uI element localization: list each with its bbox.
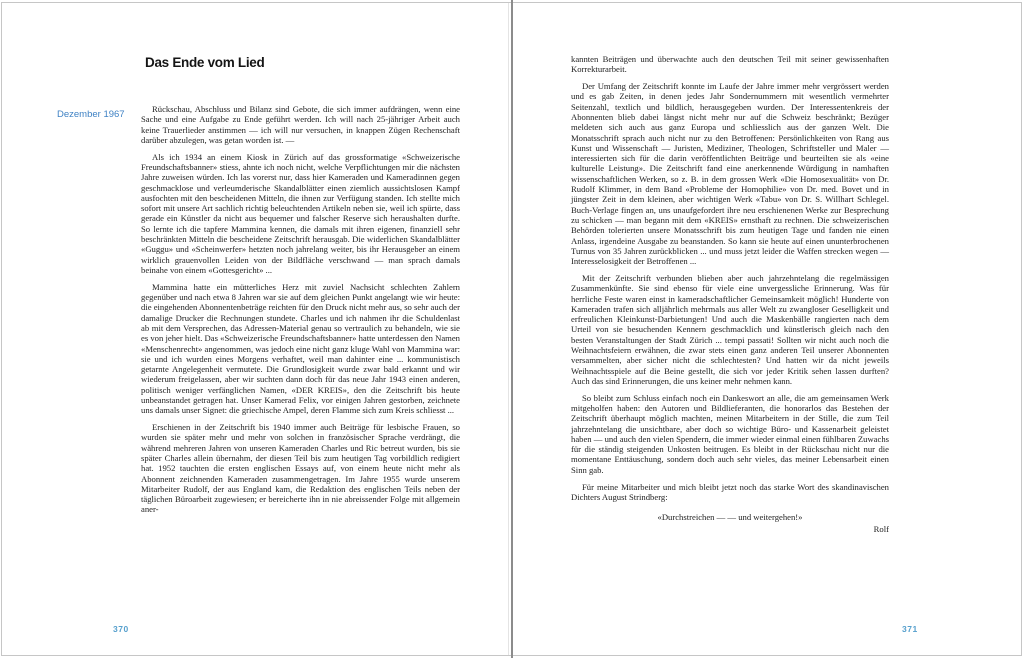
right-text-column — [571, 54, 889, 535]
issue-date: Dezember 1967 — [57, 109, 125, 120]
paragraph: Mit der Zeitschrift verbunden blieben aber auch jahrzehntelang die regelmässigen Zusammenkünfte. Sie sind ebenso für viele eine unvergessliche Erinnerung. Was für herrliche Feste waren einst in kameradschaftlicher Gemeinsamkeit möglich! Hunderte von Kameraden trafen sich alljährlich mehrmals aus aller Welt zu zwangloser Geselligkeit und erfreulichen Kleinkunst-Darbietungen! Und auch die Maskenbälle rangierten nach dem Urteil von sie besuchenden Kennern geschmacklich und künstlerisch gleich nach den besten Veranstaltungen der Stadt Zürich ... tempi passati! Sollten wir nicht auch noch die Weihnachtsfeiern erwähnen, die zwar stets einen ganz anderen Teil unserer Abonnenten versammelten, aber sicher nicht die schlechtesten? Und hatten wir da nicht jeweils Weihnachtsspiele auf die Beine gestellt, die sich vor jeder Kritik sehen lassen durften? Auch das sind Erinnerungen, die uns keiner mehr nehmen kann. — [571, 272, 889, 386]
center-fold-highlight — [508, 3, 509, 655]
closing-quote: «Durchstreichen — — und weitergehen!» — [657, 512, 803, 523]
paragraph: Als ich 1934 an einem Kiosk in Zürich auf das grossformatige «Schweizerische Freundschaftsbanner» stiess, ahnte ich noch nicht, welche Verpflichtungen mir die nächsten Jahre zuweisen würden. Ich las vorerst nur, dass hier Kameraden und Kameradinnen gegen geschmacklose und verleumderische Skandalblätter einen ziemlich aussichtslosen Kampf ausfochten mit den bescheidenen Mitteln, die ihnen zur Verfügung standen. Ich stellte mich sofort mit unsere Art sachlich richtig beleuchtenden Artikeln neben sie, weil ich spürte, dass gerade ein Künstler da nicht aus bequemer und falscher Reserve sich heraushalten durfte. So lernte ich die tapfere Mammina kennen, die damals mit ihren eigenen, finanziell sehr beschränkten Mitteln die bescheidene Zeitschrift herausgab. Die widerlichen Skandalblätter «Guggu» und «Scheinwerfer» hetzten noch jahrelang weiter, bis ihr Herausgeber an einem wirklich grauenvollen Leiden von der Bildfläche verschwand — man sprach damals beinahe von einem «Gottesgericht» ... — [141, 151, 460, 275]
author-signature: Rolf — [873, 524, 889, 535]
center-divider — [511, 0, 513, 658]
paragraph: Für meine Mitarbeiter und mich bleibt jetzt noch das starke Wort des skandinavischen Dichters August Strindberg: — [571, 481, 889, 502]
paragraph: Der Umfang der Zeitschrift konnte im Laufe der Jahre immer mehr vergrössert werden und es gab Zeiten, in denen jedes Jahr Sondernummern mit wesentlich vermehrter Seitenzahl, textlich und bildlich, herausgegeben wurden. Der Interessentenkreis der Abonnenten blieb dabei längst nicht mehr nur auf die Schweiz beschränkt; Bezüger meldeten sich auch aus ganz Europa und schliesslich aus der ganzen Welt. Die Monatsschrift sprach auch nicht nur zu den Betroffenen: Persönlichkeiten von Rang aus Kunst und Wissenschaft — Juristen, Mediziner, Theologen, Schriftsteller und Maler — interessierten sich für die darin veröffentlichten Beiträge und beurteilten sie als «eine kulturelle Leistung». Die Zeitschrift fand eine anerkennende Würdigung in namhaften wissenschaftlichen Werken, so z. B. in dem grossen Werk «Die Homosexualität» von Dr. Rudolf Klimmer, in dem Band «Probleme der Homophilie» von Dr. med. Bovet und in jüngster Zeit in dem kleinen, aber wichtigen Werk «Tabu» von Dr. S. Willhart Schlegel. Buch-Verlage fingen an, uns unaufgefordert ihre neu erschienenen Werke zur Besprechung zu schicken — man begann mit dem «KREIS» ernsthaft zu rechnen. Die schweizerischen Behörden tolerierten unsere Monatsschrift bis zum heutigen Tage und fanden nie einen Anlass, irgendeine Ausgabe zu beanstanden. So kann sie heute auf einen ununterbrochenen Turnus von 35 Jahren zurückblicken ... und muss jetzt leider die Waffen strecken wegen — Interesselosigkeit der Betroffenen ... — [571, 81, 889, 267]
paragraph: Rückschau, Abschluss und Bilanz sind Gebote, die sich immer aufdrängen, wenn eine Sache und eine Aufgabe zu Ende geführt werden. Ich will nach 25-jähriger Arbeit auch keine Trauerlieder anstimmen — ich will nur versuchen, in knappen Zügen Rechenschaft darüber abzulegen, was getan worden ist. — — [141, 104, 460, 145]
page-number-right: 371 — [902, 624, 918, 634]
page-number-left: 370 — [113, 624, 129, 634]
paragraph-continuation: kannten Beiträgen und überwachte auch den deutschen Teil mit seiner gewissenhaften Korrekturarbeit. — [571, 54, 889, 75]
paragraph: So bleibt zum Schluss einfach noch ein Dankeswort an alle, die am gemeinsamen Werk mitgeholfen haben: den Autoren und Bildlieferanten, die honorarlos das Bestehen der Zeitschrift überhaupt möglich machten, meinen Mitarbeitern in der Stille, die zum Teil jahrzehntelang die unsichtbare, aber doch so wichtige Büro- und Kassenarbeit geleistet haben — und auch den vielen Spendern, die immer wieder einmal einen fühlbaren Zuwachs für die ständig steigenden Unkosten beitrugen. Es bleibt in der Rückschau nicht nur die momentane Enttäuschung, sondern doch auch sehr vieles, das meiner Lebensarbeit einen Sinn gab. — [571, 392, 889, 475]
paragraph: Erschienen in der Zeitschrift bis 1940 immer auch Beiträge für lesbische Frauen, so wurden sie später mehr und mehr von solchen in französischer Sprache verdrängt, die während mehreren Jahren von unseren Kameraden Charles und Ric betreut wurden, bis sie später Charles allein übernahm, der diesen Teil bis zum heutigen Tag vorbildlich redigiert hat. 1952 tauchten die ersten englischen Essays auf, von einem heute nicht mehr als Abonnent zeichnenden Kameraden zusammengetragen. Im Jahre 1955 wurde unserem Mitarbeiter Rudolf, der aus England kam, die Redaktion des englischen Teils neben der täglichen Büroarbeit zugewiesen; er bereicherte ihn in nie abreissender Folge mit allgemein aner- — [141, 422, 460, 515]
paragraph: Mammina hatte ein mütterliches Herz mit zuviel Nachsicht schlechten Zahlern gegenüber und nach etwa 8 Jahren war sie auf dem gleichen Punkt angelangt wie wir heute: die eingehenden Abonnentenbeträge reichten für den Druck nicht mehr aus, so sehr auch der damalige Drucker die Rechnungen stundete. Charles und ich nahmen ihr die Schuldenlast ab mit dem Versprechen, das Adressen-Material genau so vertraulich zu behandeln, wie sie es von jeher hielt. Das «Schweizerische Freundschaftsbanner» hatte unterdessen den Namen «Menschenrecht» angenommen, was jedoch eine nicht ganz kluge Wahl von Mammina war: sie und ich wurden eines Morgens verhaftet, weil man dahinter eine ... kommunistisch getarnte Angelegenheit vermutete. Die Grundlosigkeit wurde zwar bald erkannt und wir wiederum freigelassen, aber wir suchten dann doch für das neue Jahr 1943 einen anderen, politisch weniger verfänglichen Namen, «DER KREIS», den die Zeitschrift bis heute unbeanstandet getragen hat. Unser Kamerad Felix, vor einigen Jahren gestorben, zeichnete uns damals unser Signet: die griechische Ampel, deren Flamme sich zum Kreis schliesst ... — [141, 281, 461, 416]
left-text-column — [141, 104, 460, 521]
article-title: Das Ende vom Lied — [145, 55, 265, 70]
